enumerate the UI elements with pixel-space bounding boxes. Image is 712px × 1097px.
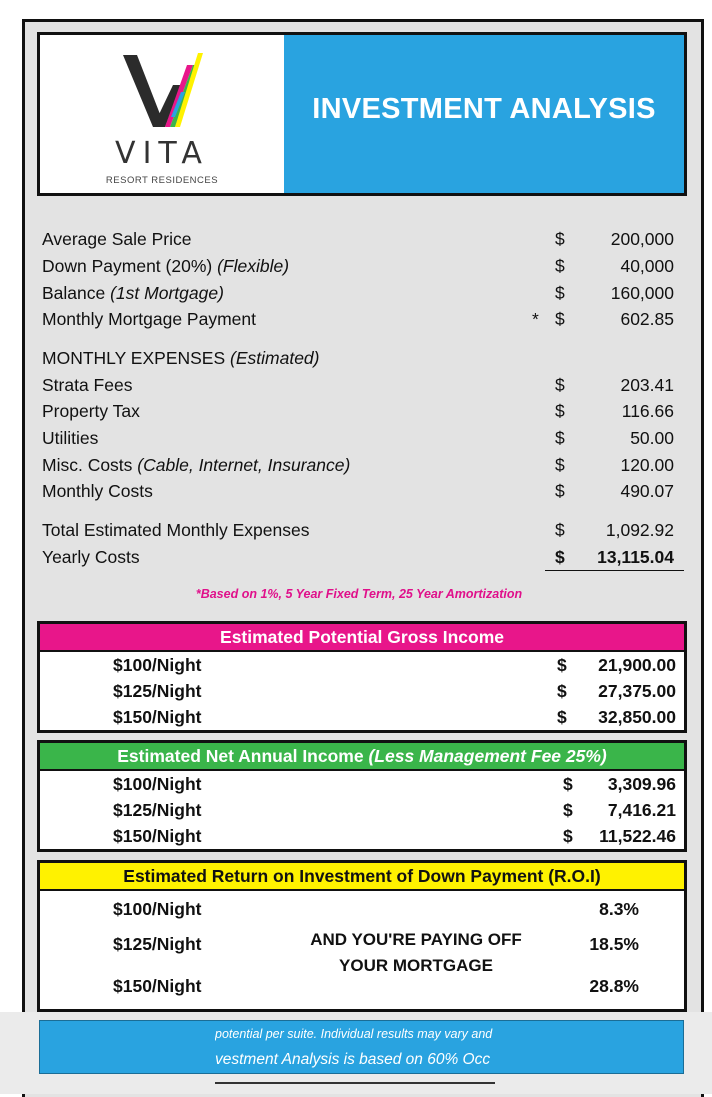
net-income-row bbox=[40, 800, 684, 824]
asterisk-marker: * bbox=[532, 309, 539, 329]
income-amount: 32,850.00 bbox=[598, 707, 676, 727]
expense-row bbox=[42, 428, 682, 452]
expense-row bbox=[42, 375, 682, 399]
currency-symbol: $ bbox=[555, 229, 565, 249]
disclaimer-mask bbox=[498, 1021, 683, 1073]
income-amount: 21,900.00 bbox=[598, 655, 676, 675]
yearly-costs-row bbox=[42, 547, 682, 571]
nightly-rate: $100/Night bbox=[113, 774, 202, 794]
item-label: Down Payment (20%) (Flexible) bbox=[42, 256, 290, 276]
item-row bbox=[42, 256, 682, 280]
net-income-title-note: (Less Management Fee 25%) bbox=[368, 746, 607, 766]
currency-symbol: $ bbox=[555, 256, 565, 276]
total-amount: 13,115.04 bbox=[597, 547, 674, 567]
currency-symbol: $ bbox=[555, 309, 565, 329]
item-note: (1st Mortgage) bbox=[110, 283, 224, 303]
currency-symbol: $ bbox=[555, 375, 565, 395]
disclaimer-line-1: potential per suite. Individual results may vary and bbox=[215, 1027, 493, 1041]
income-amount: 3,309.96 bbox=[607, 774, 676, 794]
mortgage-footnote: *Based on 1%, 5 Year Fixed Term, 25 Year Amortization bbox=[195, 587, 523, 601]
nightly-rate: $125/Night bbox=[113, 681, 202, 701]
roi-row bbox=[40, 976, 684, 1000]
roi-row bbox=[40, 899, 684, 923]
disclaimer-banner bbox=[39, 1020, 684, 1074]
expense-amount: 120.00 bbox=[620, 455, 674, 475]
currency-symbol: $ bbox=[555, 547, 565, 567]
currency-symbol: $ bbox=[555, 455, 565, 475]
footer-rule bbox=[215, 1082, 495, 1084]
item-label: Balance (1st Mortgage) bbox=[42, 283, 224, 303]
item-label: Average Sale Price bbox=[42, 229, 192, 249]
currency-symbol: $ bbox=[555, 283, 565, 303]
total-label: Yearly Costs bbox=[42, 547, 140, 567]
item-amount: 602.85 bbox=[620, 309, 674, 329]
expense-amount: 490.07 bbox=[620, 481, 674, 501]
expense-row bbox=[42, 455, 682, 479]
item-label: Monthly Mortgage Payment bbox=[42, 309, 256, 329]
mortgage-message: AND YOU'RE PAYING OFF YOUR MORTGAGE bbox=[310, 930, 522, 975]
currency-symbol: $ bbox=[557, 681, 567, 701]
page-title: INVESTMENT ANALYSIS bbox=[312, 93, 656, 125]
total-label: Total Estimated Monthly Expenses bbox=[42, 520, 310, 540]
nightly-rate: $125/Night bbox=[113, 800, 202, 820]
expense-label: Utilities bbox=[42, 428, 99, 448]
expense-note: (Cable, Internet, Insurance) bbox=[137, 455, 351, 475]
nightly-rate: $150/Night bbox=[113, 707, 202, 727]
nightly-rate: $150/Night bbox=[113, 976, 202, 996]
item-row bbox=[42, 229, 682, 253]
item-amount: 160,000 bbox=[610, 283, 674, 303]
expense-label: Property Tax bbox=[42, 401, 140, 421]
disclaimer-line-2: vestment Analysis is based on 60% Occ bbox=[215, 1051, 491, 1068]
expenses-heading-note: (Estimated) bbox=[230, 348, 320, 368]
nightly-rate: $125/Night bbox=[113, 934, 202, 954]
gross-income-row bbox=[40, 655, 684, 679]
currency-symbol: $ bbox=[555, 428, 565, 448]
header-banner bbox=[37, 32, 687, 196]
currency-symbol: $ bbox=[557, 707, 567, 727]
expense-amount: 50.00 bbox=[630, 428, 674, 448]
expense-label: Misc. Costs (Cable, Internet, Insurance) bbox=[42, 455, 351, 475]
disclaimer-mask bbox=[40, 1021, 215, 1073]
roi-percent: 28.8% bbox=[589, 976, 639, 996]
net-income-title: Estimated Net Annual Income (Less Management Fee 25%) bbox=[40, 743, 684, 771]
expense-amount: 116.66 bbox=[621, 401, 674, 421]
item-row bbox=[42, 283, 682, 307]
item-row bbox=[42, 309, 682, 333]
expense-row bbox=[42, 401, 682, 425]
expenses-heading: MONTHLY EXPENSES (Estimated) bbox=[42, 348, 320, 368]
roi-box bbox=[37, 860, 687, 1012]
title-panel bbox=[284, 35, 684, 193]
currency-symbol: $ bbox=[563, 800, 573, 820]
gross-income-row bbox=[40, 681, 684, 705]
item-amount: 40,000 bbox=[620, 256, 674, 276]
expense-label: Monthly Costs bbox=[42, 481, 153, 501]
nightly-rate: $150/Night bbox=[113, 826, 202, 846]
total-underline bbox=[545, 570, 684, 571]
nightly-rate: $100/Night bbox=[113, 899, 202, 919]
currency-symbol: $ bbox=[555, 401, 565, 421]
net-income-row bbox=[40, 826, 684, 850]
roi-title: Estimated Return on Investment of Down Payment (R.O.I) bbox=[40, 863, 684, 891]
net-income-box bbox=[37, 740, 687, 852]
logo-wordmark: VITA bbox=[115, 136, 209, 171]
logo-subtitle: RESORT RESIDENCES bbox=[105, 175, 219, 186]
gross-income-row bbox=[40, 707, 684, 731]
expense-label: Strata Fees bbox=[42, 375, 133, 395]
income-amount: 11,522.46 bbox=[599, 826, 676, 846]
expense-amount: 203.41 bbox=[620, 375, 674, 395]
gross-income-title: Estimated Potential Gross Income bbox=[40, 624, 684, 652]
currency-symbol: $ bbox=[557, 655, 567, 675]
gross-income-box bbox=[37, 621, 687, 733]
item-note: (Flexible) bbox=[217, 256, 290, 276]
income-amount: 27,375.00 bbox=[598, 681, 676, 701]
currency-symbol: $ bbox=[563, 774, 573, 794]
net-income-row bbox=[40, 774, 684, 798]
total-monthly-row bbox=[42, 520, 682, 544]
currency-symbol: $ bbox=[563, 826, 573, 846]
income-amount: 7,416.21 bbox=[607, 800, 676, 820]
currency-symbol: $ bbox=[555, 520, 565, 540]
currency-symbol: $ bbox=[555, 481, 565, 501]
expense-row bbox=[42, 481, 682, 505]
total-amount: 1,092.92 bbox=[605, 520, 674, 540]
roi-percent: 8.3% bbox=[599, 899, 639, 919]
roi-percent: 18.5% bbox=[589, 934, 639, 954]
nightly-rate: $100/Night bbox=[113, 655, 202, 675]
item-amount: 200,000 bbox=[610, 229, 674, 249]
vita-logo bbox=[40, 35, 284, 193]
